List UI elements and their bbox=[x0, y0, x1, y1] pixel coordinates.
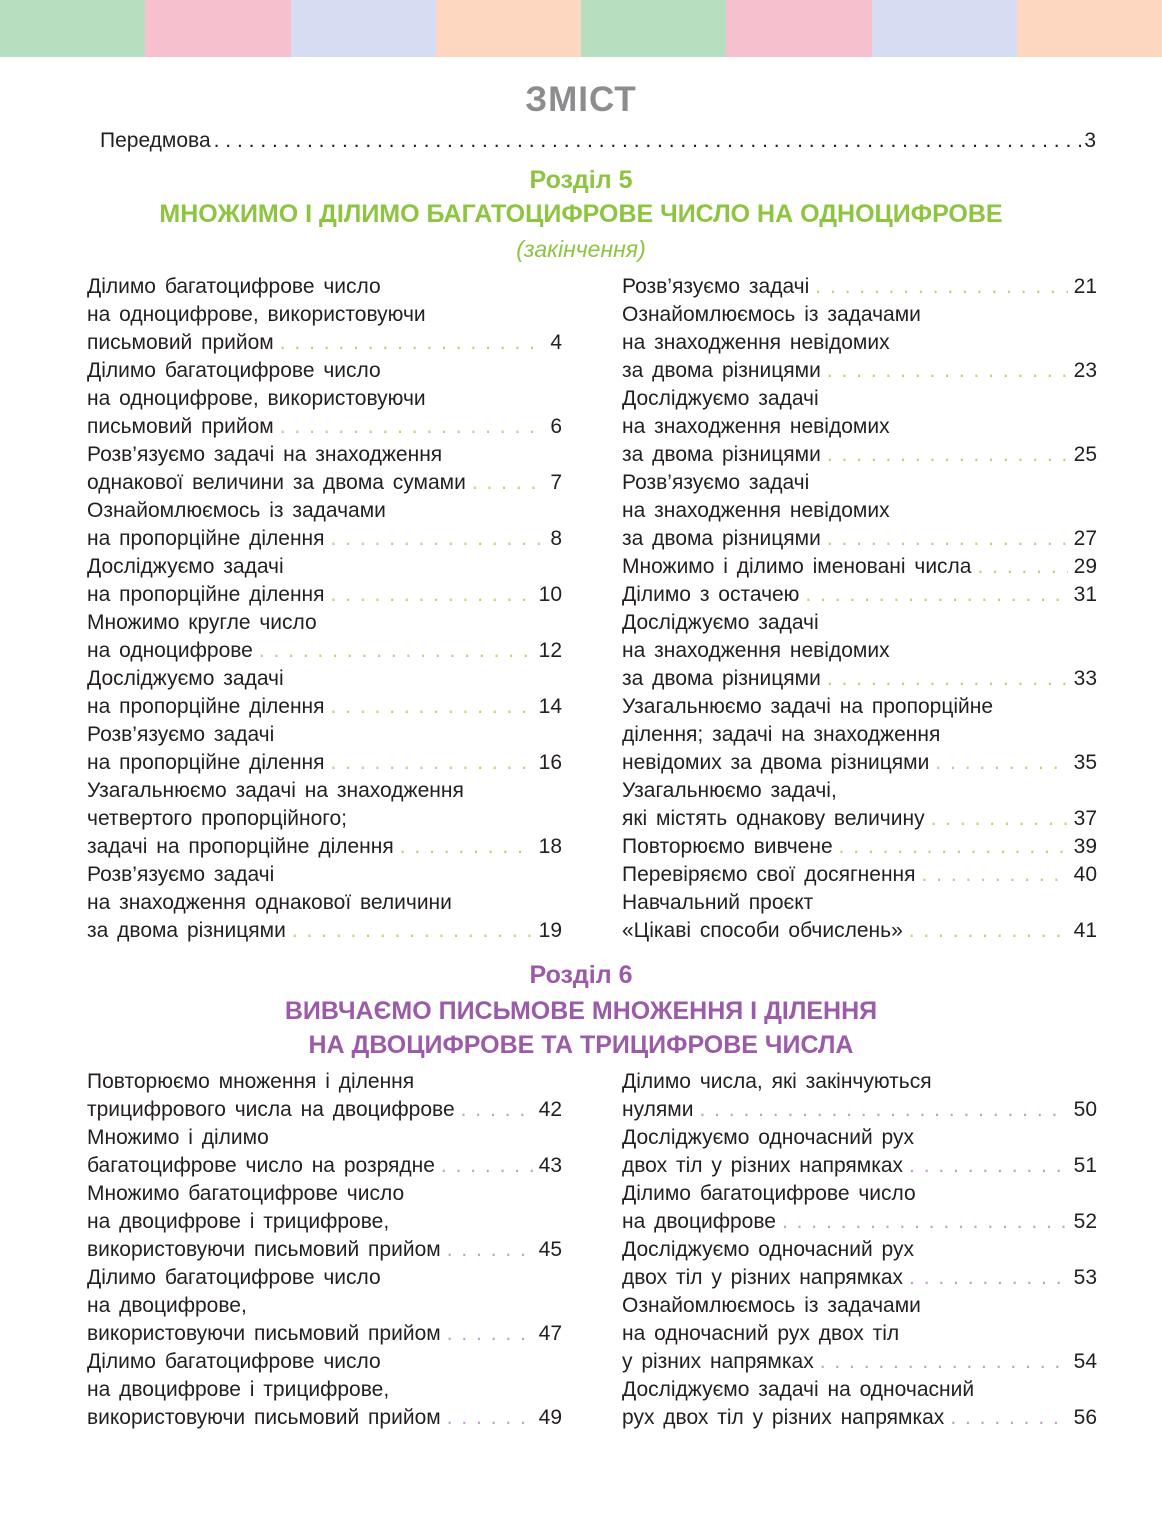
toc-entry-line bbox=[622, 1124, 1097, 1152]
toc-entry-label: нулями bbox=[622, 1098, 694, 1121]
stripe-segment bbox=[145, 0, 290, 57]
toc-entry-label: на пропорційне ділення bbox=[87, 527, 325, 550]
toc-entry[interactable] bbox=[622, 273, 1097, 301]
toc-entry-label: які містять однакову величину bbox=[622, 807, 925, 830]
toc-entry[interactable] bbox=[87, 609, 562, 665]
toc-entry[interactable] bbox=[87, 1264, 562, 1348]
dot-leader bbox=[699, 1096, 1067, 1124]
toc-entry[interactable] bbox=[622, 1180, 1097, 1236]
toc-entry-last-line bbox=[622, 1404, 1097, 1432]
toc-entry[interactable] bbox=[622, 1376, 1097, 1432]
toc-entry-line bbox=[87, 805, 562, 833]
toc-entry-last-line bbox=[622, 441, 1097, 469]
toc-entry-line bbox=[87, 861, 562, 889]
toc-entry-line bbox=[87, 357, 562, 385]
toc-entry-last-line bbox=[87, 329, 562, 357]
stripe-segment bbox=[0, 0, 145, 57]
toc-entry-page: 18 bbox=[538, 835, 562, 858]
toc-entry-page: 12 bbox=[538, 639, 562, 662]
toc-entry-line bbox=[87, 301, 562, 329]
toc-entry-label: Навчальний проєкт bbox=[622, 891, 814, 914]
toc-entry-label: на одночасний рух двох тіл bbox=[622, 1322, 900, 1345]
toc-entry[interactable] bbox=[622, 301, 1097, 385]
toc-entry-page: 7 bbox=[550, 471, 562, 494]
dot-leader bbox=[827, 357, 1068, 385]
dot-leader bbox=[259, 637, 533, 665]
toc-entry-page: 42 bbox=[538, 1098, 562, 1121]
toc-entry-label: Передмова bbox=[100, 129, 211, 152]
toc-entry-page: 47 bbox=[538, 1322, 562, 1345]
toc-entry-last-line bbox=[622, 861, 1097, 889]
toc-entry-line bbox=[87, 889, 562, 917]
page-title: ЗМІСТ bbox=[525, 80, 637, 119]
toc-entry-line bbox=[622, 1236, 1097, 1264]
toc-entry-last-line bbox=[87, 581, 562, 609]
toc-entry-label: на одноцифрове bbox=[87, 639, 253, 662]
section-5-right-column bbox=[622, 273, 1097, 945]
toc-entry-line bbox=[622, 609, 1097, 637]
dot-leader bbox=[447, 1320, 533, 1348]
toc-entry[interactable] bbox=[622, 889, 1097, 945]
toc-entry-label: Досліджуємо задачі bbox=[622, 387, 819, 410]
toc-entry[interactable] bbox=[87, 1348, 562, 1432]
toc-entry-label: на одноцифрове, використовуючи bbox=[87, 387, 426, 410]
toc-entry-line bbox=[87, 497, 562, 525]
toc-entry-line bbox=[622, 497, 1097, 525]
dot-leader bbox=[331, 525, 545, 553]
toc-entry-last-line bbox=[622, 1152, 1097, 1180]
toc-entry-label: на знаходження невідомих bbox=[622, 639, 890, 662]
section-6-title-line-1: ВИВЧАЄМО ПИСЬМОВЕ МНОЖЕННЯ І ДІЛЕННЯ bbox=[284, 997, 878, 1025]
toc-entry[interactable] bbox=[87, 1068, 562, 1124]
toc-entry-label: на двоцифрове, bbox=[87, 1294, 247, 1317]
toc-entry-label: на одноцифрове, використовуючи bbox=[87, 303, 426, 326]
toc-entry-page: 50 bbox=[1073, 1098, 1097, 1121]
toc-entry-page: 56 bbox=[1073, 1406, 1097, 1429]
dot-leader bbox=[909, 1152, 1068, 1180]
toc-entry-label: Досліджуємо задачі bbox=[622, 611, 819, 634]
toc-entry-line bbox=[622, 329, 1097, 357]
toc-entry-line bbox=[622, 1320, 1097, 1348]
toc-entry-label: використовуючи письмовий прийом bbox=[87, 1322, 441, 1345]
toc-entry-page: 37 bbox=[1073, 807, 1097, 830]
dot-leader bbox=[815, 273, 1067, 301]
toc-entry-page: 31 bbox=[1073, 583, 1097, 606]
toc-entry-page: 54 bbox=[1073, 1350, 1097, 1373]
toc-entry-label: Ділимо багатоцифрове число bbox=[87, 359, 381, 382]
stripe-segment bbox=[1017, 0, 1162, 57]
toc-entry[interactable] bbox=[622, 777, 1097, 833]
toc-entry-page: 43 bbox=[538, 1154, 562, 1177]
toc-entry-last-line bbox=[87, 1236, 562, 1264]
dot-leader bbox=[909, 1264, 1068, 1292]
toc-entry-label: Узагальнюємо задачі на пропорційне bbox=[622, 695, 994, 718]
toc-entry-page: 6 bbox=[550, 415, 562, 438]
dot-leader bbox=[461, 1096, 533, 1124]
toc-entry-page: 33 bbox=[1073, 667, 1097, 690]
toc-entry-label: «Цікаві способи обчислень» bbox=[622, 919, 903, 942]
toc-entry-label: Множимо кругле число bbox=[87, 611, 317, 634]
toc-entry-line bbox=[87, 1264, 562, 1292]
toc-entry-label: використовуючи письмовий прийом bbox=[87, 1406, 441, 1429]
toc-entry-label: за двома різницями bbox=[622, 359, 821, 382]
toc-entry-line bbox=[622, 777, 1097, 805]
dot-leader bbox=[839, 833, 1068, 861]
toc-entry-line bbox=[87, 1376, 562, 1404]
dot-leader bbox=[950, 1404, 1067, 1432]
toc-entry-line bbox=[622, 301, 1097, 329]
toc-entry-label: рух двох тіл у різних напрямках bbox=[622, 1406, 945, 1429]
dot-leader bbox=[214, 127, 1082, 155]
toc-entry-last-line bbox=[622, 525, 1097, 553]
section-6-right-column bbox=[622, 1068, 1097, 1432]
toc-entry-label: Досліджуємо задачі на одночасний bbox=[622, 1378, 975, 1401]
toc-entry-page: 27 bbox=[1073, 527, 1097, 550]
toc-entry[interactable] bbox=[87, 441, 562, 497]
toc-entry-label: на пропорційне ділення bbox=[87, 695, 325, 718]
toc-entry-label: Ознайомлюємось із задачами bbox=[87, 499, 386, 522]
toc-entry[interactable] bbox=[622, 1068, 1097, 1124]
toc-entry[interactable] bbox=[87, 1124, 562, 1180]
toc-entry-page: 52 bbox=[1073, 1210, 1097, 1233]
dot-leader bbox=[827, 665, 1068, 693]
toc-entry-last-line bbox=[87, 833, 562, 861]
toc-entry-label: за двома різницями bbox=[622, 443, 821, 466]
toc-entry-line bbox=[87, 1208, 562, 1236]
toc-entry-label: на пропорційне ділення bbox=[87, 583, 325, 606]
section-5-title: МНОЖИМО І ДІЛИМО БАГАТОЦИФРОВЕ ЧИСЛО НА ОДНОЦИФРОВЕ bbox=[159, 200, 1003, 228]
toc-entry-label: Ділимо з остачею bbox=[622, 583, 800, 606]
toc-entry-label: двох тіл у різних напрямках bbox=[622, 1154, 904, 1177]
toc-entry-preface[interactable] bbox=[100, 127, 1096, 155]
toc-entry[interactable] bbox=[87, 553, 562, 609]
toc-entry[interactable] bbox=[87, 777, 562, 861]
toc-entry-line bbox=[87, 1180, 562, 1208]
toc-entry[interactable] bbox=[622, 609, 1097, 693]
toc-entry-page: 14 bbox=[538, 695, 562, 718]
toc-entry-label: Ділимо багатоцифрове число bbox=[87, 1266, 381, 1289]
dot-leader bbox=[931, 805, 1068, 833]
toc-entry-label: Узагальнюємо задачі на знаходження bbox=[87, 779, 464, 802]
toc-entry-label: Повторюємо вивчене bbox=[622, 835, 833, 858]
toc-entry[interactable] bbox=[87, 273, 562, 357]
toc-entry-label: на двоцифрове і трицифрове, bbox=[87, 1210, 390, 1233]
toc-entry-label: Досліджуємо задачі bbox=[87, 667, 284, 690]
dot-leader bbox=[909, 917, 1068, 945]
toc-entry-line bbox=[87, 553, 562, 581]
toc-entry-label: на знаходження однакової величини bbox=[87, 891, 452, 914]
color-stripe bbox=[0, 0, 1162, 57]
toc-entry-label: Досліджуємо одночасний рух bbox=[622, 1126, 915, 1149]
toc-entry-line bbox=[622, 1292, 1097, 1320]
toc-entry[interactable] bbox=[622, 833, 1097, 861]
toc-entry-label: за двома різницями bbox=[87, 919, 286, 942]
toc-entry-last-line bbox=[87, 917, 562, 945]
toc-entry-last-line bbox=[622, 665, 1097, 693]
dot-leader bbox=[280, 413, 545, 441]
toc-entry-label: Ознайомлюємось із задачами bbox=[622, 1294, 921, 1317]
toc-entry-page: 23 bbox=[1073, 359, 1097, 382]
toc-entry-last-line bbox=[622, 1096, 1097, 1124]
toc-entry-label: Розв’язуємо задачі bbox=[622, 471, 810, 494]
toc-entry-label: Ділимо багатоцифрове число bbox=[622, 1182, 916, 1205]
toc-entry-line bbox=[87, 1292, 562, 1320]
toc-entry-line bbox=[622, 721, 1097, 749]
toc-entry-last-line bbox=[87, 1404, 562, 1432]
toc-entry-line bbox=[622, 469, 1097, 497]
toc-entry-label: Ділимо багатоцифрове число bbox=[87, 1350, 381, 1373]
toc-entry-line bbox=[622, 1180, 1097, 1208]
toc-entry-last-line bbox=[622, 553, 1097, 581]
toc-entry-label: трицифрового числа на двоцифрове bbox=[87, 1098, 455, 1121]
toc-entry-last-line bbox=[622, 273, 1097, 301]
toc-entry-line bbox=[622, 693, 1097, 721]
toc-entry-label: Розв’язуємо задачі bbox=[87, 723, 275, 746]
toc-entry-last-line bbox=[622, 1264, 1097, 1292]
toc-entry-page: 21 bbox=[1073, 275, 1097, 298]
toc-entry[interactable] bbox=[87, 497, 562, 553]
toc-entry-page: 8 bbox=[550, 527, 562, 550]
toc-entry-label: задачі на пропорційне ділення bbox=[87, 835, 394, 858]
toc-entry-label: на двоцифрове і трицифрове, bbox=[87, 1378, 390, 1401]
toc-entry-line bbox=[87, 721, 562, 749]
toc-entry-label: на знаходження невідомих bbox=[622, 331, 890, 354]
section-6-number: Розділ 6 bbox=[529, 961, 633, 989]
toc-entry-label: Множимо і ділимо bbox=[87, 1126, 269, 1149]
dot-leader bbox=[472, 469, 544, 497]
toc-entry-line bbox=[622, 1068, 1097, 1096]
dot-leader bbox=[805, 581, 1067, 609]
toc-entry[interactable] bbox=[87, 357, 562, 441]
toc-entry-line bbox=[87, 441, 562, 469]
section-5-subtitle: (закінчення) bbox=[516, 236, 646, 262]
toc-entry-last-line bbox=[622, 749, 1097, 777]
toc-entry-page: 53 bbox=[1073, 1266, 1097, 1289]
toc-entry-label: Перевіряємо свої досягнення bbox=[622, 863, 916, 886]
toc-entry-last-line bbox=[622, 1208, 1097, 1236]
toc-entry-last-line bbox=[87, 1152, 562, 1180]
section-5-number: Розділ 5 bbox=[529, 166, 633, 194]
toc-entry-last-line bbox=[622, 357, 1097, 385]
toc-entry-label: ділення; задачі на знаходження bbox=[622, 723, 941, 746]
toc-entry-label: невідомих за двома різницями bbox=[622, 751, 930, 774]
toc-entry-page: 25 bbox=[1073, 443, 1097, 466]
toc-entry-label: однакової величини за двома сумами bbox=[87, 471, 466, 494]
dot-leader bbox=[292, 917, 533, 945]
toc-entry-line bbox=[87, 1348, 562, 1376]
toc-entry-label: на пропорційне ділення bbox=[87, 751, 325, 774]
toc-entry-label: Розв’язуємо задачі bbox=[87, 863, 275, 886]
stripe-segment bbox=[872, 0, 1017, 57]
toc-entry-last-line bbox=[87, 749, 562, 777]
toc-entry[interactable] bbox=[622, 861, 1097, 889]
toc-entry-page: 45 bbox=[538, 1238, 562, 1261]
dot-leader bbox=[935, 749, 1067, 777]
toc-entry-line bbox=[622, 385, 1097, 413]
toc-entry-last-line bbox=[87, 693, 562, 721]
dot-leader bbox=[331, 749, 533, 777]
toc-entry-label: Множимо багатоцифрове число bbox=[87, 1182, 405, 1205]
toc-entry-page: 4 bbox=[550, 331, 562, 354]
toc-entry-page: 19 bbox=[538, 919, 562, 942]
toc-entry[interactable] bbox=[622, 385, 1097, 469]
toc-entry-label: письмовий прийом bbox=[87, 415, 274, 438]
dot-leader bbox=[400, 833, 533, 861]
toc-entry-label: у різних напрямках bbox=[622, 1350, 814, 1373]
toc-entry-line bbox=[622, 637, 1097, 665]
dot-leader bbox=[782, 1208, 1068, 1236]
dot-leader bbox=[331, 693, 533, 721]
dot-leader bbox=[331, 581, 533, 609]
stripe-segment bbox=[726, 0, 871, 57]
toc-entry-line bbox=[87, 1124, 562, 1152]
dot-leader bbox=[977, 553, 1067, 581]
dot-leader bbox=[447, 1236, 533, 1264]
toc-entry-label: Повторюємо множення і ділення bbox=[87, 1070, 415, 1093]
toc-entry[interactable] bbox=[87, 1180, 562, 1264]
toc-entry-label: Ділимо багатоцифрове число bbox=[87, 275, 381, 298]
toc-entry-page: 49 bbox=[538, 1406, 562, 1429]
section-6-left-column bbox=[87, 1068, 562, 1432]
toc-entry-line bbox=[87, 385, 562, 413]
stripe-segment bbox=[291, 0, 436, 57]
dot-leader bbox=[820, 1348, 1068, 1376]
toc-entry[interactable] bbox=[622, 581, 1097, 609]
toc-entry-page: 35 bbox=[1073, 751, 1097, 774]
toc-entry-page: 29 bbox=[1073, 555, 1097, 578]
toc-entry-page: 16 bbox=[538, 751, 562, 774]
toc-entry-last-line bbox=[622, 917, 1097, 945]
toc-entry[interactable] bbox=[87, 721, 562, 777]
toc-entry-page: 40 bbox=[1073, 863, 1097, 886]
toc-entry-label: четвертого пропорційного; bbox=[87, 807, 348, 830]
toc-entry-last-line bbox=[87, 525, 562, 553]
toc-entry-last-line bbox=[622, 1348, 1097, 1376]
toc-entry-last-line bbox=[87, 637, 562, 665]
toc-entry-line bbox=[87, 609, 562, 637]
toc-entry-page: 41 bbox=[1073, 919, 1097, 942]
toc-entry-last-line bbox=[622, 833, 1097, 861]
toc-entry-label: Досліджуємо одночасний рух bbox=[622, 1238, 915, 1261]
toc-entry-page: 51 bbox=[1073, 1154, 1097, 1177]
toc-entry[interactable] bbox=[622, 1292, 1097, 1376]
toc-entry[interactable] bbox=[622, 693, 1097, 777]
toc-entry-label: використовуючи письмовий прийом bbox=[87, 1238, 441, 1261]
toc-entry-label: на знаходження невідомих bbox=[622, 415, 890, 438]
toc-entry[interactable] bbox=[87, 665, 562, 721]
toc-entry-line bbox=[87, 665, 562, 693]
toc-entry-last-line bbox=[622, 581, 1097, 609]
toc-entry-label: багатоцифрове число на розрядне bbox=[87, 1154, 435, 1177]
toc-entry-label: Досліджуємо задачі bbox=[87, 555, 284, 578]
toc-entry-last-line bbox=[87, 1320, 562, 1348]
toc-entry[interactable] bbox=[622, 1124, 1097, 1180]
toc-entry-last-line bbox=[87, 1096, 562, 1124]
toc-entry-label: Розв’язуємо задачі bbox=[622, 275, 810, 298]
toc-entry-line bbox=[87, 273, 562, 301]
toc-entry[interactable] bbox=[622, 469, 1097, 553]
toc-entry-label: за двома різницями bbox=[622, 527, 821, 550]
toc-entry-label: на знаходження невідомих bbox=[622, 499, 890, 522]
toc-entry-last-line bbox=[87, 469, 562, 497]
dot-leader bbox=[922, 861, 1068, 889]
toc-entry-line bbox=[622, 889, 1097, 917]
dot-leader bbox=[827, 441, 1068, 469]
toc-entry-label: Узагальнюємо задачі, bbox=[622, 779, 837, 802]
toc-entry-label: двох тіл у різних напрямках bbox=[622, 1266, 904, 1289]
toc-entry-line bbox=[87, 777, 562, 805]
toc-entry-page: 39 bbox=[1073, 835, 1097, 858]
stripe-segment bbox=[436, 0, 581, 57]
toc-entry-label: за двома різницями bbox=[622, 667, 821, 690]
toc-entry-page: 3 bbox=[1084, 129, 1096, 152]
toc-entry[interactable] bbox=[622, 1236, 1097, 1292]
toc-entry[interactable] bbox=[87, 861, 562, 945]
toc-entry-label: Розв’язуємо задачі на знаходження bbox=[87, 443, 443, 466]
section-5-left-column bbox=[87, 273, 562, 945]
toc-entry-label: Ділимо числа, які закінчуються bbox=[622, 1070, 932, 1093]
section-6-title-line-2: НА ДВОЦИФРОВЕ ТА ТРИЦИФРОВЕ ЧИСЛА bbox=[308, 1031, 854, 1059]
toc-entry-last-line bbox=[622, 805, 1097, 833]
toc-entry-line bbox=[87, 1068, 562, 1096]
toc-entry-label: письмовий прийом bbox=[87, 331, 274, 354]
toc-entry-label: Ознайомлюємось із задачами bbox=[622, 303, 921, 326]
dot-leader bbox=[827, 525, 1068, 553]
toc-entry-label: Множимо і ділимо іменовані числа bbox=[622, 555, 972, 578]
toc-entry-page: 10 bbox=[538, 583, 562, 606]
toc-entry-line bbox=[622, 413, 1097, 441]
dot-leader bbox=[441, 1152, 533, 1180]
toc-entry[interactable] bbox=[622, 553, 1097, 581]
toc-entry-last-line bbox=[87, 413, 562, 441]
toc-entry-line bbox=[622, 1376, 1097, 1404]
dot-leader bbox=[447, 1404, 533, 1432]
dot-leader bbox=[280, 329, 545, 357]
toc-entry-label: на двоцифрове bbox=[622, 1210, 776, 1233]
stripe-segment bbox=[581, 0, 726, 57]
